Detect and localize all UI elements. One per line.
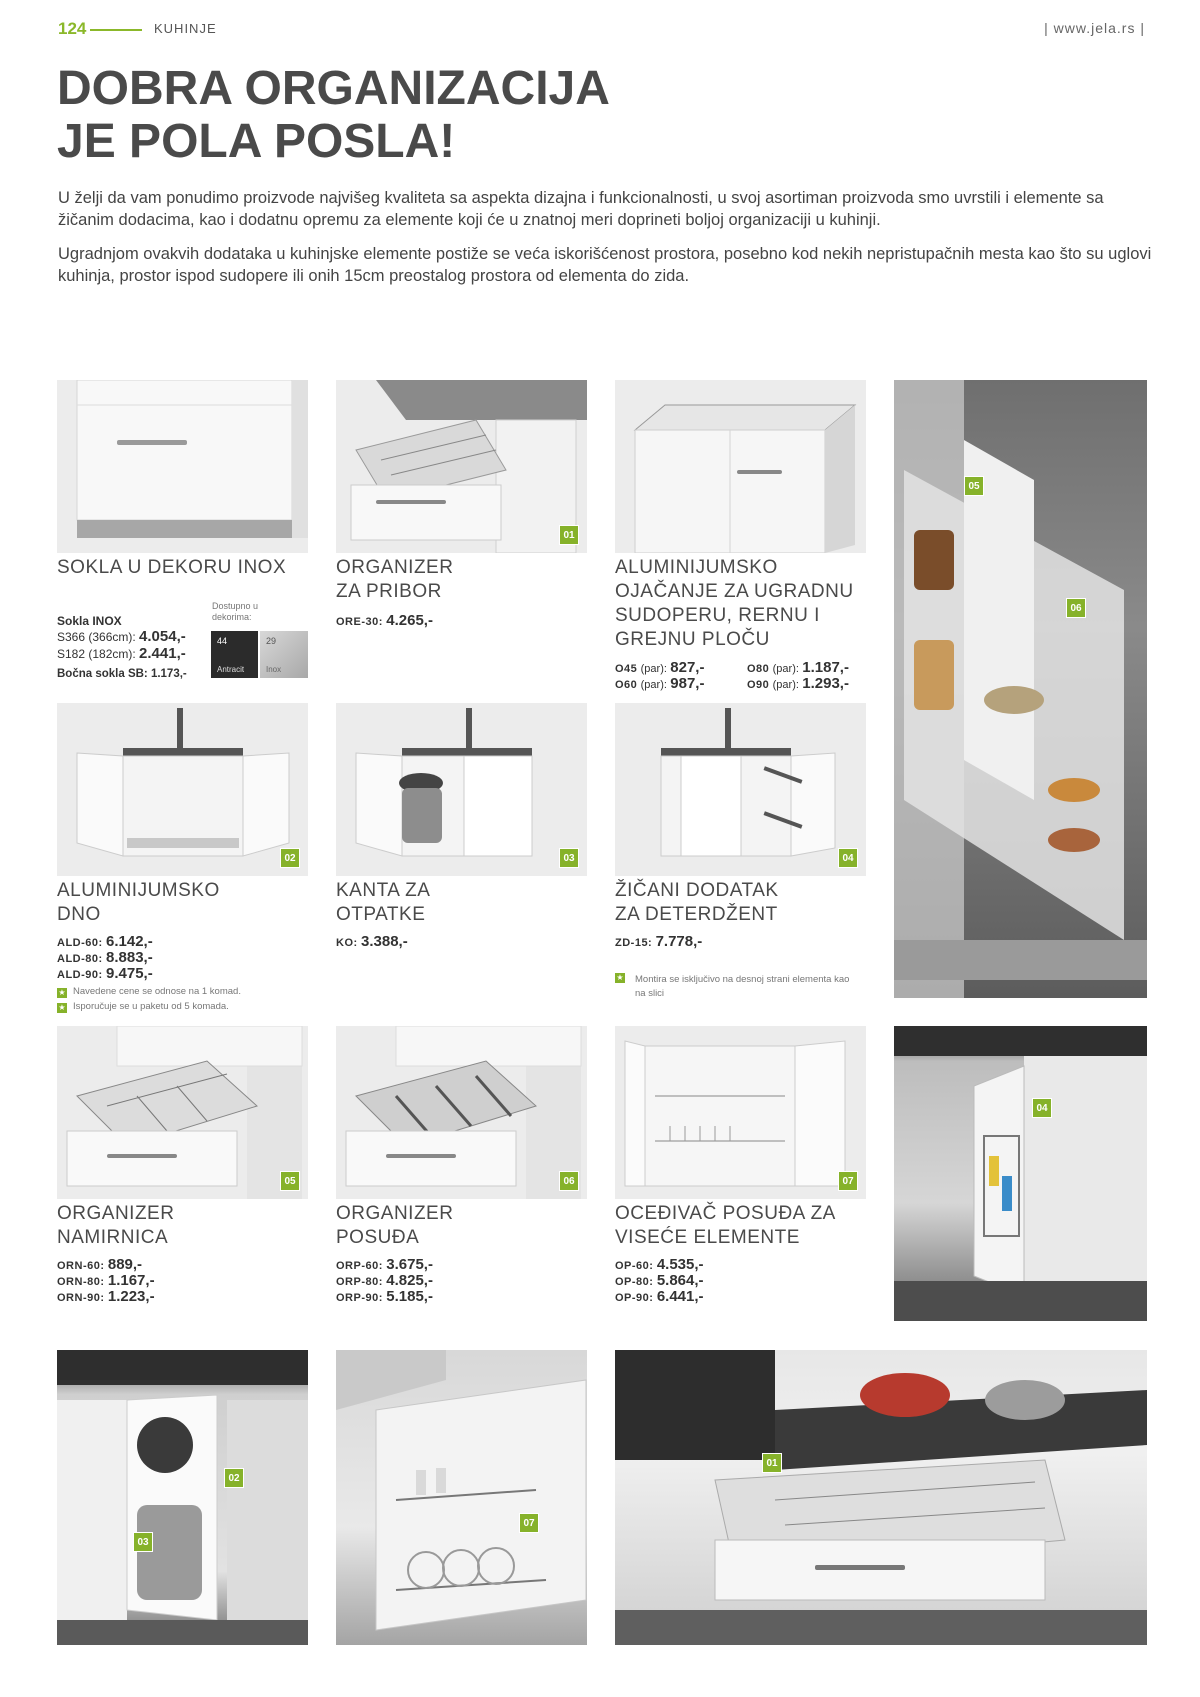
ocedivac-op90-code: OP-90: [615,1292,654,1304]
namirnica-title-line2: NAMIRNICA [57,1227,169,1248]
star-icon: ★ [616,973,624,982]
bin-photo-badge-bottom: 03 [133,1532,153,1552]
dno-badge: 02 [280,848,300,868]
namirnica-badge: 05 [280,1171,300,1191]
swatch-inox-name: Inox [266,665,282,674]
namirnica-title [57,1202,174,1250]
posuda-orp90-price: 5.185,- [386,1288,433,1305]
pribor-image [336,380,587,553]
dno-image [57,703,308,876]
pribor-code: ORE-30: [336,616,383,628]
sokla-image [57,380,308,553]
header-divider [90,29,142,31]
sokla-s366-code: S366 (366cm): [57,630,136,644]
page-title [57,62,610,168]
posuda-orp80-code: ORP-80: [336,1276,383,1288]
sokla-price-s182 [57,646,186,662]
ojacanje-o80-code: O80 [747,663,770,675]
sokla-subtitle: Sokla INOX [57,614,122,628]
namirnica-image [57,1026,308,1199]
kanta-price: 3.388,- [361,933,408,950]
ojacanje-title-line4: GREJNU PLOČU [615,629,770,650]
deterdzent-note [615,973,860,1001]
ojacanje-o45-code: O45 [615,663,638,675]
dish-rack-photo-badge: 07 [519,1513,539,1533]
dno-ald90-code: ALD-90: [57,969,103,981]
pribor-title-line1: ORGANIZER [336,557,454,578]
page-number: 124 [58,19,87,38]
ocedivac-op90-price: 6.441,- [656,1288,704,1305]
swatch-antracit [211,631,258,678]
dno-ald90-price: 9.475,- [106,965,153,982]
ocedivac-op60-code: OP-60: [615,1260,654,1272]
ojacanje-o45-par: (par): [640,663,667,675]
dno-note-2 [57,1000,229,1014]
ocedivac-badge: 07 [838,1171,858,1191]
sokla-price-s366 [57,629,186,645]
posuda-image [336,1026,587,1199]
posuda-badge: 06 [559,1171,579,1191]
page-title-line2: JE POLA POSLA! [57,115,456,168]
ojacanje-o80-price: 1.187,- [802,659,849,676]
sokla-s366-price: 4.054,- [139,628,186,645]
namirnica-price-orn90 [57,1289,155,1306]
kanta-title [336,879,430,927]
ocedivac-title [615,1202,836,1250]
ojacanje-title-line2: OJAČANJE ZA UGRADNU [615,581,854,602]
posuda-orp80-price: 4.825,- [386,1272,433,1289]
ojacanje-o90-par: (par): [772,679,799,691]
deterdzent-price: 7.778,- [655,933,703,950]
bin-photo [57,1350,308,1645]
posuda-title [336,1202,453,1250]
bin-photo-badge-top: 02 [224,1468,244,1488]
posuda-orp60-code: ORP-60: [336,1260,383,1272]
ocedivac-title-line1: OCEĐIVAČ POSUĐA ZA [615,1203,836,1224]
kanta-title-line2: OTPATKE [336,904,426,925]
dno-note-2-text: Isporučuje se u paketu od 5 komada. [73,1001,229,1012]
drawer-organizer-photo [894,380,1147,998]
namirnica-orn60-price: 889,- [107,1256,143,1273]
star-icon: ★ [58,988,66,997]
ojacanje-o60-par: (par): [640,679,667,691]
dno-ald80-code: ALD-80: [57,953,103,965]
deterdzent-badge: 04 [838,848,858,868]
ocedivac-image [615,1026,866,1199]
sokla-title: SOKLA U DEKORU INOX [57,557,287,578]
dno-title-line2: DNO [57,904,101,925]
dish-rack-photo [336,1350,587,1645]
swatch-inox [260,631,308,678]
intro-paragraph-1: U želji da vam ponudimo proizvode najvišeg kvaliteta sa aspekta dizajna i funkcionalnosti, u svoj asortiman proizvoda smo uvrstili i elemente sa žičanim dodacima, kao i dodatnu opremu za elemente koji će u znatnoj meri doprineti boljoj organizaciji u kuhinji. [58,189,1104,229]
pribor-title [336,556,453,604]
dno-ald80-price: 8.883,- [106,949,153,966]
tall-photo-badge-bottom: 06 [1066,598,1086,618]
ocedivac-op80-price: 5.864,- [656,1272,704,1289]
ojacanje-o90-price: 1.293,- [802,675,849,692]
deterdzent-note-text: Montira se isključivo na desnoj strani elementa kao na slici [635,974,850,999]
ojacanje-o90-code: O90 [747,679,770,691]
ojacanje-price-o60 [615,676,704,693]
sokla-available-label: Dostupno u dekorima: [212,601,259,622]
posuda-orp60-price: 3.675,- [386,1256,433,1273]
pribor-badge: 01 [559,525,579,545]
namirnica-title-line1: ORGANIZER [57,1203,175,1224]
deterdzent-price-row [615,934,702,951]
dno-title-line1: ALUMINIJUMSKO [57,880,220,901]
ojacanje-o60-code: O60 [615,679,638,691]
ocedivac-op60-price: 4.535,- [656,1256,704,1273]
website-link[interactable]: | www.jela.rs | [1044,20,1145,36]
section-label: KUHINJE [154,21,217,36]
pribor-title-line2: ZA PRIBOR [336,581,442,602]
star-icon: ★ [58,1003,66,1012]
kanta-code: KO: [336,937,358,949]
dno-note-1 [57,985,241,999]
posuda-price-orp90 [336,1289,433,1306]
cutlery-drawer-photo [615,1350,1147,1645]
swatch-antracit-name: Antracit [217,665,245,674]
posuda-title-line2: POSUĐA [336,1227,420,1248]
deterdzent-title [615,879,779,927]
posuda-orp90-code: ORP-90: [336,1292,383,1304]
kanta-image [336,703,587,876]
ocedivac-op80-code: OP-80: [615,1276,654,1288]
ojacanje-price-o90 [747,676,849,693]
sokla-s182-price: 2.441,- [139,645,186,662]
ojacanje-o80-par: (par): [772,663,799,675]
cutlery-photo-badge: 01 [762,1453,782,1473]
dno-ald60-code: ALD-60: [57,937,103,949]
pribor-price: 4.265,- [386,612,433,629]
sokla-s182-code: S182 (182cm): [57,647,136,661]
ojacanje-title [615,556,854,652]
intro-paragraph-2: Ugradnjom ovakvih dodataka u kuhinjske elemente postiže se veća iskorišćenost prostora, posebno kod nekih nepristupačnih mesta kao što su uglovi kuhinja, prostor ispod sudopere ili onih 15cm preostalog prostora od elementa do zida. [58,245,1152,285]
wire-basket-photo [894,1026,1147,1321]
swatch-antracit-number: 44 [217,636,228,646]
ojacanje-title-line3: SUDOPERU, RERNU I [615,605,820,626]
deterdzent-title-line2: ZA DETERDŽENT [615,904,778,925]
tall-photo-badge-top: 05 [964,476,984,496]
ocedivac-price-op90 [615,1289,704,1306]
posuda-title-line1: ORGANIZER [336,1203,454,1224]
ojacanje-o45-price: 827,- [670,659,705,676]
ojacanje-o60-price: 987,- [670,675,705,692]
deterdzent-title-line1: ŽIČANI DODATAK [615,880,779,901]
pribor-price-row [336,613,433,630]
kanta-badge: 03 [559,848,579,868]
dno-ald60-price: 6.142,- [106,933,153,950]
deterdzent-code: ZD-15: [615,937,653,949]
namirnica-orn90-price: 1.223,- [107,1288,155,1305]
dno-title [57,879,220,927]
page-title-line1: DOBRA ORGANIZACIJA [57,62,610,115]
ojacanje-title-line1: ALUMINIJUMSKO [615,557,778,578]
sokla-bocna-price: Bočna sokla SB: 1.173,- [57,668,187,680]
ocedivac-title-line2: VISEĆE ELEMENTE [615,1227,800,1248]
kanta-title-line1: KANTA ZA [336,880,431,901]
deterdzent-image [615,703,866,876]
ojacanje-image [615,380,866,553]
namirnica-orn80-code: ORN-80: [57,1276,105,1288]
namirnica-orn90-code: ORN-90: [57,1292,105,1304]
corner-photo-badge: 04 [1032,1098,1052,1118]
dno-price-ald90 [57,966,153,983]
namirnica-orn80-price: 1.167,- [107,1272,155,1289]
dno-note-1-text: Navedene cene se odnose na 1 komad. [73,986,241,997]
swatch-inox-number: 29 [266,636,277,646]
kanta-price-row [336,934,408,951]
namirnica-orn60-code: ORN-60: [57,1260,105,1272]
